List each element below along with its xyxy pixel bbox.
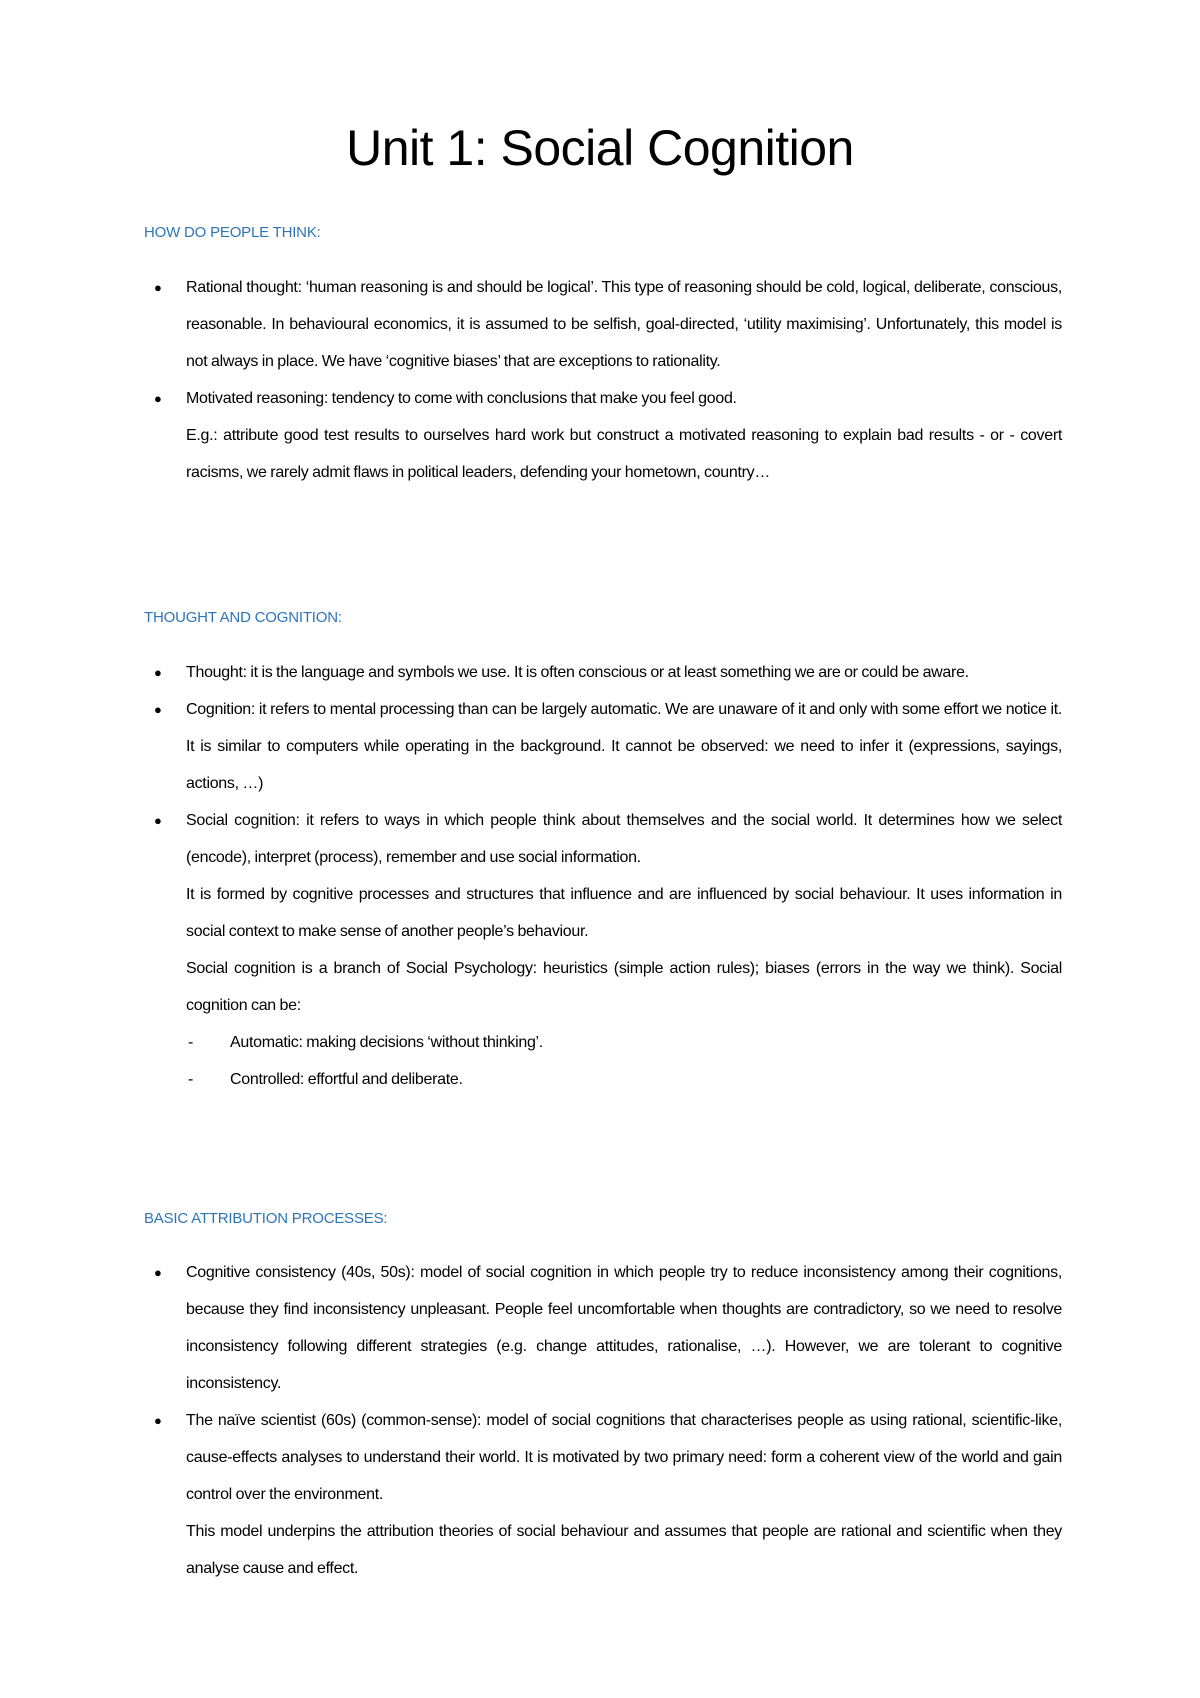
section-heading-how-do-people-think: HOW DO PEOPLE THINK: <box>144 224 321 241</box>
item-paragraph: E.g.: attribute good test results to ourselves hard work but construct a motivated reasoning to explain bad results - or - covert racisms, we rarely admit flaws in political leaders, defending your hometown, country… <box>186 427 1062 481</box>
list-item <box>144 691 1062 802</box>
list-item <box>144 1402 1062 1587</box>
section-heading-basic-attribution-processes: BASIC ATTRIBUTION PROCESSES: <box>144 1210 388 1227</box>
sub-item-text: Automatic: making decisions ‘without thinking’. <box>230 1034 543 1051</box>
sub-item-text: Controlled: effortful and deliberate. <box>230 1071 463 1088</box>
page-title: Unit 1: Social Cognition <box>346 120 854 176</box>
item-paragraph: The naïve scientist (60s) (common-sense): model of social cognitions that characterises people as using rational, scientific-like, cause-effects analyses to understand their world. It is motivated by two primary need: form a coherent view of the world and gain control over the environment. <box>186 1412 1062 1503</box>
item-paragraph: Motivated reasoning: tendency to come with conclusions that make you feel good. <box>186 390 737 407</box>
bullet-icon: ● <box>154 813 162 828</box>
sub-list-item <box>186 1024 1062 1061</box>
dash-icon: - <box>188 1034 194 1051</box>
bullet-icon: ● <box>154 1413 162 1428</box>
item-paragraph: Cognitive consistency (40s, 50s): model of social cognition in which people try to reduce inconsistency among their cognitions, because they find inconsistency unpleasant. People feel uncomfortable when thoughts are contradictory, so we need to resolve inconsistency following different strategies (e.g. change attitudes, rationalise, …). However, we are tolerant to cognitive inconsistency. <box>186 1264 1062 1392</box>
item-paragraph: Rational thought: ‘human reasoning is and should be logical’. This type of reasoning should be cold, logical, deliberate, conscious, reasonable. In behavioural economics, it is assumed to be selfish, goal-directed, ‘utility maximising’. Unfortunately, this model is not always in place. We have ‘cognitive biases’ that are exceptions to rationality. <box>186 279 1062 370</box>
bullet-icon: ● <box>154 702 162 717</box>
bullet-icon: ● <box>154 665 162 680</box>
list-item <box>144 380 1062 491</box>
list-item <box>144 1254 1062 1402</box>
list-item <box>144 654 1062 691</box>
section-list-basic-attribution-processes <box>144 1254 1062 1587</box>
item-paragraph: Thought: it is the language and symbols we use. It is often conscious or at least something we are or could be aware. <box>186 664 969 681</box>
list-item <box>144 269 1062 380</box>
section-list-thought-and-cognition <box>144 654 1062 1098</box>
item-paragraph: Social cognition: it refers to ways in which people think about themselves and the social world. It determines how we select (encode), interpret (process), remember and use social information. <box>186 812 1062 866</box>
dash-icon: - <box>188 1071 194 1088</box>
list-item <box>144 802 1062 1098</box>
item-paragraph: This model underpins the attribution theories of social behaviour and assumes that people are rational and scientific when they analyse cause and effect. <box>186 1523 1062 1577</box>
bullet-icon: ● <box>154 1265 162 1280</box>
sub-list-item <box>186 1061 1062 1098</box>
bullet-icon: ● <box>154 391 162 406</box>
item-paragraph: It is formed by cognitive processes and structures that influence and are influenced by social behaviour. It uses information in social context to make sense of another people’s behaviour. <box>186 886 1062 940</box>
item-paragraph: Social cognition is a branch of Social Psychology: heuristics (simple action rules); biases (errors in the way we think). Social cognition can be: <box>186 960 1062 1014</box>
section-list-how-do-people-think <box>144 269 1062 491</box>
item-paragraph: Cognition: it refers to mental processing than can be largely automatic. We are unaware of it and only with some effort we notice it. It is similar to computers while operating in the background. It cannot be observed: we need to infer it (expressions, sayings, actions, …) <box>186 701 1062 792</box>
bullet-icon: ● <box>154 280 162 295</box>
section-heading-thought-and-cognition: THOUGHT AND COGNITION: <box>144 609 342 626</box>
